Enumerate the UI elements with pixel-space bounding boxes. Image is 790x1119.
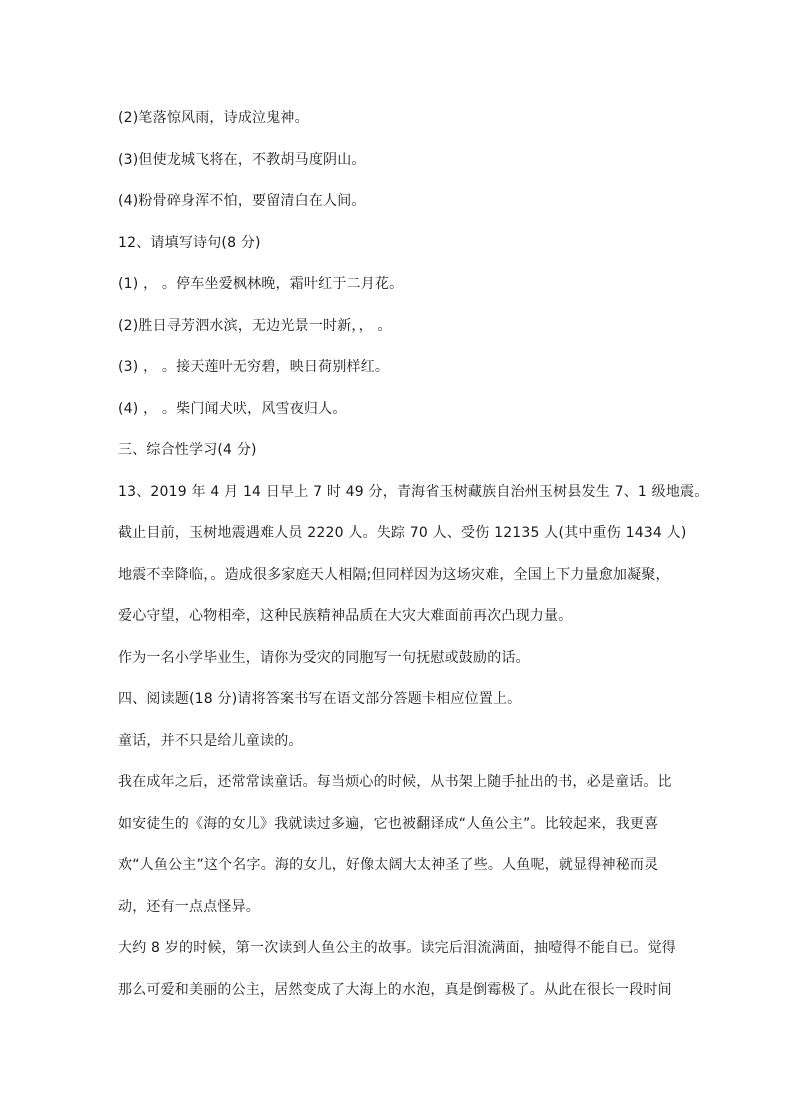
reading-paragraph-line: 欢“人鱼公主”这个名字。海的女儿，好像太阔大太神圣了些。人鱼呢，就显得神秘而灵 (118, 857, 659, 873)
text-line-poem-2: (2)笔落惊风雨，诗成泣鬼神。 (118, 110, 309, 126)
section-3-heading: 三、综合性学习(4 分) (118, 442, 257, 458)
question-13-text-line: 爱心守望，心物相牵，这种民族精神品质在大灾大难面前再次凸现力量。 (118, 608, 573, 624)
question-13-prompt: 作为一名小学毕业生，请你为受灾的同胞写一句抚慰或鼓励的话。 (118, 650, 530, 666)
reading-paragraph-line: 如安徒生的《海的女儿》我就读过多遍，它也被翻译成“人鱼公主”。比较起来，我更喜 (118, 816, 659, 832)
reading-paragraph-line: 大约 8 岁的时候，第一次读到人鱼公主的故事。读完后泪流满面，抽噎得不能自已。觉得 (118, 940, 677, 956)
reading-title: 童话，并不只是给儿童读的。 (118, 733, 303, 749)
reading-paragraph-line: 我在成年之后，还常常读童话。每当烦心的时候，从书架上随手扯出的书，必是童话。比 (118, 774, 672, 790)
question-13-text-line: 地震不幸降临，。造成很多家庭天人相隔;但同样因为这场灾难，全国上下力量愈加凝聚， (118, 567, 670, 583)
question-12-item-4: (4) ， 。柴门闻犬吠，风雪夜归人。 (118, 401, 347, 417)
question-12-item-3: (3) ， 。接天莲叶无穷碧，映日荷别样红。 (118, 359, 390, 375)
text-line-poem-3: (3)但使龙城飞将在，不教胡马度阴山。 (118, 152, 366, 168)
question-13-text-line: 13、2019 年 4 月 14 日早上 7 时 49 分，青海省玉树藏族自治州玉树县发生 7、1 级地震。 (118, 484, 709, 500)
reading-paragraph-line: 动，还有一点点怪异。 (118, 899, 260, 915)
section-4-heading: 四、阅读题(18 分)请将答案书写在语文部分答题卡相应位置上。 (118, 691, 522, 707)
question-12-item-1: (1) ， 。停车坐爱枫林晚，霜叶红于二月花。 (118, 276, 404, 292)
question-13-text-line: 截止目前，玉树地震遇难人员 2220 人。失踪 70 人、受伤 12135 人(其中重伤 1434 人) (118, 525, 687, 541)
question-12-item-2: (2)胜日寻芳泗水滨，无边光景一时新，， 。 (118, 318, 392, 334)
reading-paragraph-line: 那么可爱和美丽的公主，居然变成了大海上的水泡，真是倒霉极了。从此在很长一段时间 (118, 982, 672, 998)
question-12-heading: 12、请填写诗句(8 分) (118, 235, 261, 251)
text-line-poem-4: (4)粉骨碎身浑不怕，要留清白在人间。 (118, 193, 366, 209)
